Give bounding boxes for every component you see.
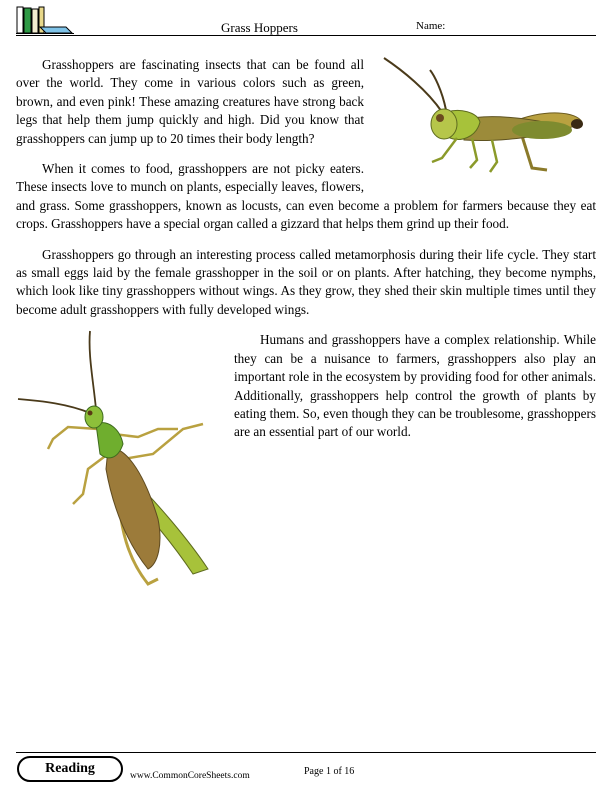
name-field-label: Name: xyxy=(416,20,446,32)
subject-badge: Reading xyxy=(17,756,123,782)
page-number: Page 1 of 16 xyxy=(304,766,355,777)
header-divider xyxy=(16,35,596,36)
paragraph-1: Grasshoppers are fascinating insects that can be found all over the world. They come in various colors such as green, brown, and even pink! These amazing creatures have strong back legs that help them jump quickly and high. Did you know that grasshoppers can jump up to 20 times their body length? xyxy=(16,57,364,146)
paragraph-2: When it comes to food, grasshoppers are not picky eaters. These insects love to munch on plants, especially leaves, flowers, and grass. Some grasshoppers, known as locusts, can even become a problem for farmers because they eat crops. Grasshoppers have a special organ called a gizzard that helps them grind up their food. xyxy=(16,161,596,232)
article-body xyxy=(16,56,596,594)
books-icon xyxy=(16,6,74,34)
website-link[interactable]: www.CommonCoreSheets.com xyxy=(130,771,250,781)
paragraph-4: Humans and grasshoppers have a complex relationship. While they can be a nuisance to farmers, grasshoppers also play an important role in the ecosystem by providing food for other animals. Additionally, grasshoppers help control the growth of plants by eating them. So, even though they can be troublesome, grasshoppers are an essential part of our world. xyxy=(234,332,596,440)
paragraph-3: Grasshoppers go through an interesting process called metamorphosis during their life cycle. They start as small eggs laid by the female grasshopper in the soil or on plants. After hatching, they become nymphs, which look like tiny grasshoppers without wings. As they grow, they shed their skin multiple times until they become adult grasshoppers with fully developed wings. xyxy=(16,246,596,317)
page-title: Grass Hoppers xyxy=(221,20,298,35)
page-header xyxy=(16,6,596,36)
grasshopper-side-view-image xyxy=(372,50,602,175)
grasshopper-top-view-image xyxy=(8,329,230,594)
footer-divider xyxy=(16,752,596,753)
